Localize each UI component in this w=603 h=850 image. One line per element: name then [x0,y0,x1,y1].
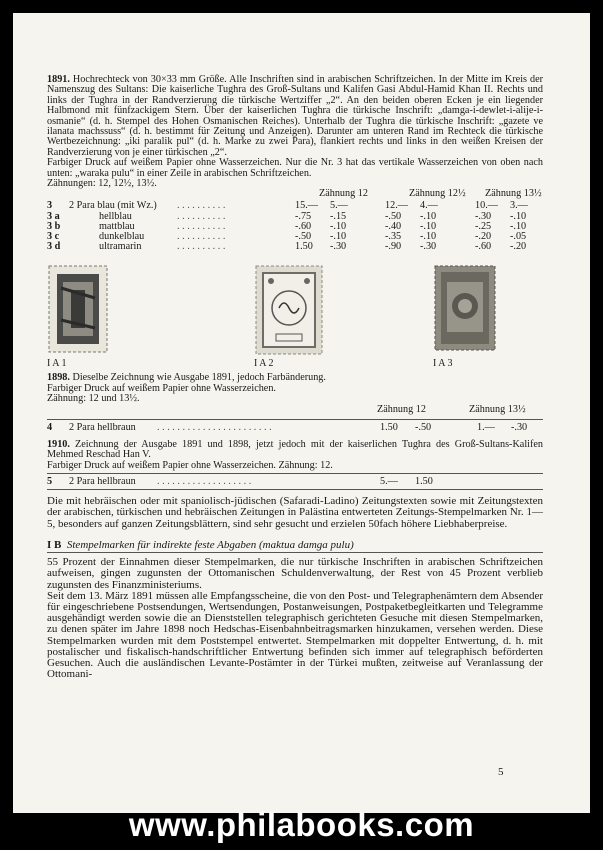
table-row: 3 d ultramarin . . . . . . . . . . 1.50 -.30 -.90 -.30 -.60 -.20 [47,241,527,253]
stamp-caption: I A 1 [47,358,67,370]
divider [47,489,543,490]
perforation-column-headers: Zähnung 12 Zähnung 13½ [377,403,526,415]
stamp-captions [47,359,543,373]
table-row: 3 c dunkelblau . . . . . . . . . . -.50 -.10 -.35 -.10 -.20 -.05 [47,231,527,243]
stamp-image-ia2 [254,264,324,356]
table-row: 5 2 Para hellbraun . . . . . . . . . . . . . . . . . . . 5.— 1.50 [47,476,433,488]
table-row: 4 2 Para hellbraun . . . . . . . . . . . . . . . . . . . . . . . 1.50 -.50 1.— -.30 [47,421,528,433]
table-row: 3 2 Para blau (mit Wz.) . . . . . . . . . . 15.— 5.— 12.— 4.— 10.— 3.— [47,200,528,212]
table-row: 3 a hellblau . . . . . . . . . . -.75 -.15 -.50 -.10 -.30 -.10 [47,210,527,222]
paragraph: 55 Prozent der Einnahmen dieser Stempelmarken, die nur türkische Inschriften in arabischen Schriftzeichen aufweisen, gingen zugunsten der Ottomanischen Schuldenverwaltung, der Rest von 45 Prozent verblieb zugunsten des Finanzministeriums. [47,556,543,591]
perforation-column-headers: Zähnung 12 Zähnung 12½ Zähnung 13½ [319,188,542,200]
stamp-image-ia3 [433,264,497,352]
stamp-caption: I A 3 [433,358,453,370]
table-row: 3 b mattblau . . . . . . . . . . -.60 -.10 -.40 -.10 -.25 -.10 [47,220,527,232]
page-number: 5 [498,766,504,778]
issue-1910-text: 1910. Zeichnung der Ausgabe 1891 und 1898, jetzt jedoch mit der kaiserlichen Tughra des Groß-Sultans-Kalifen Mehmed Reschad Han V. Farbiger Druck auf weißem Papier ohne Wasserzeichen. Zähnung: 12. [47,438,544,471]
stamp-image-ia1 [47,264,109,354]
divider [47,473,543,474]
divider [47,552,543,553]
price-table-1891 [47,201,543,252]
divider [47,419,543,420]
page-content [47,75,543,680]
issue-1898-text: 1898. Dieselbe Zeichnung wie Ausgabe 1891, jedoch Farbänderung. Farbiger Druck auf weißem Papier ohne Wasserzeichen. Zähnung: 12 und 13½. [47,372,326,405]
stamp-illustrations [47,264,543,359]
paragraph: Seit dem 13. März 1891 müssen alle Empfangsscheine, die von den Post- und Telegraphenämtern dem Absender für eingeschriebene Postsendungen, Wertsendungen, Postanweisungen, Postpaketbegleitkarten und Telegramme ausgehändigt werden sowie die an Dienststellen telegraphisch gerichteten Gesuche mit diesen Stempelmarken, zu denen später im Jahre 1898 noch Hedschas-Eisenbahnbeitragsmarken hinzukamen, versehen werden. Diese Stempelmarken wurden mit dem Poststempel entwertet. Stempelmarken mit doppelter Entwertung, d. h. mit postalischer und fiskalisch-handschriftlicher Entwertung befinden sich immer auf telegraphisch beförderten Gesuchen. Auch die ausländischen Levante-Postämter in der Türkei mußten, zeitweise auf Veranlassung der Ottomani- [47,589,543,681]
issue-1891-text: 1891. Hochrechteck von 30×33 mm Größe. Alle Inschriften sind in arabischen Schriftzeichen. In der Mitte im Kreis der Namenszug des Sultans: Die kaiserliche Tughra des Groß-Sultans und Kalifen Gasi Abdul-Hamid Khan II. Rechts und links der Tughra in der Randverzierung die türkische Wertziffer „2“. An den beiden oberen Ecken je ein liegender Halbmond mit fünfzackigem Stern. Über der kaiserlichen Tughra die türkische Inschrift: „damga-i-dewlet-i-alije-i-osmanie“ (d. h. Stempel des Hohen Osmanischen Reiches). Unterhalb der Tughra die türkische Inschrift: „gazete ve ilanata machssuss“ (d. h. bestimmt für Zeitung und Anzeigen). Darunter am unteren Rand im Rechteck die türkische Wertbezeichnung: „iki paralik pul“ (d. h. Marke zu zwei Para), flankiert rechts und links in den weißen Kreisen der Randverzierung von je einer türkischen „2“. Farbiger Druck auf weißem Papier ohne Wasserzeichen. Nur die Nr. 3 hat das vertikale Wasserzeichen von oben nach unten: „waraka pulu“ in einer Zeile in arabischen Schriftzeichen. Zähnungen: 12, 12½, 13½. [47,74,543,190]
collector-note: Die mit hebräischen oder mit spaniolisch-jüdischen (Safaradi-Ladino) Zeitungstexten sowie mit Zeitungstexten der arabischen, türkischen und hebräischen Zeitungen in Palästina entwerteten Zeitungs-Stempelmarken Nr. 1—5, besonders auf ganzen Zeitungsblättern, sind sehr gesucht und erzielen 50fach höhere Liebhaberpreise. [47,495,543,530]
footer-watermark: www.philabooks.com [128,806,475,843]
section-heading: I B Stempelmarken für indirekte feste Abgaben (maktua damga pulu) [47,538,354,551]
stamp-caption: I A 2 [254,358,274,370]
issue-year: 1891. [47,74,70,85]
book-page [13,13,590,813]
